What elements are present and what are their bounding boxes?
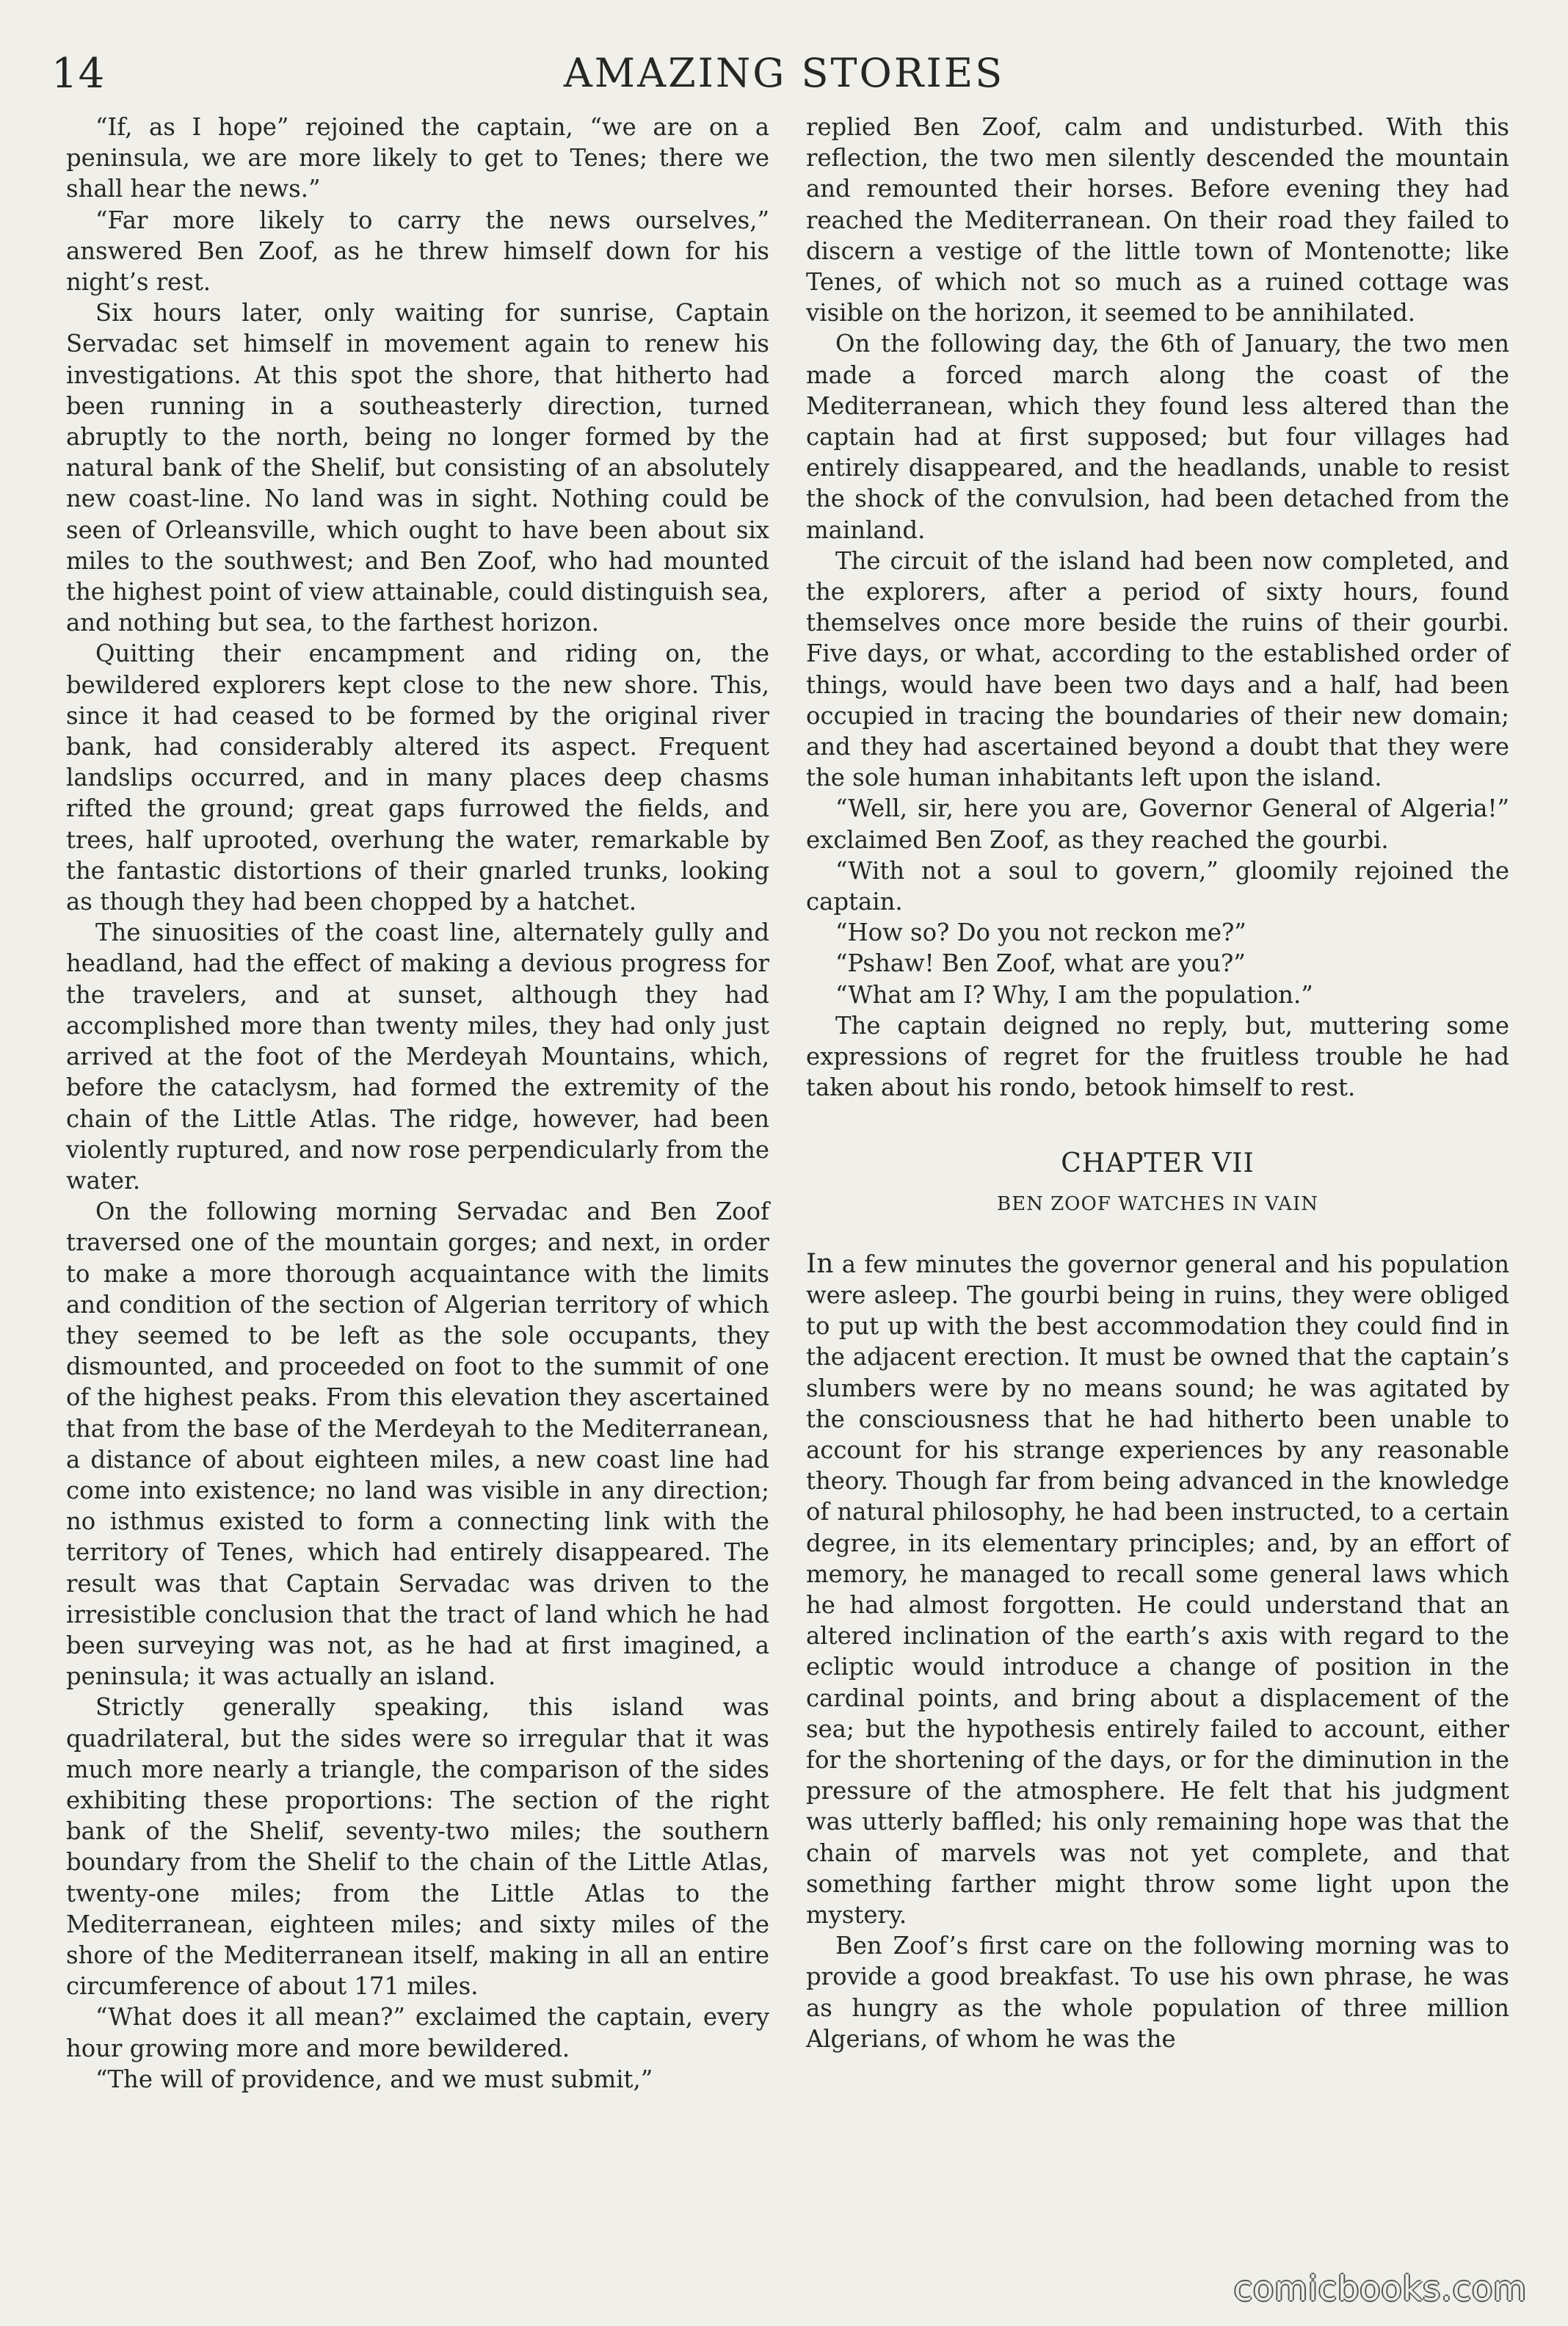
paragraph: “If, as I hope” rejoined the captain, “we are on a peninsula, we are more likely to get to Tenes; there we shall hear the news.”	[66, 113, 769, 203]
paragraph: On the following day, the 6th of January, the two men made a forced march along the coast of the Mediterranean, which they found less altered than the captain had at first supposed; but four villages had entirely disappeared, and the headlands, unable to resist the shock of the convulsion, had been detached from the mainland.	[806, 330, 1509, 544]
watermark: comicbooks.com	[1233, 2269, 1527, 2308]
paragraph: “How so? Do you not reckon me?”	[835, 919, 1246, 947]
magazine-title: AMAZING STORIES	[563, 50, 1005, 96]
paragraph: The circuit of the island had been now completed, and the explorers, after a period of sixty hours, found themselves once more beside the ruins of their gourbi. Five days, or what, according to the established order of things, would have been two days and a half, had been occupied in tracing the boundaries of their new domain; and they had ascertained beyond a doubt that they were the sole human inhabitants left upon the island.	[806, 546, 1509, 792]
drop-cap: In	[806, 1248, 834, 1279]
left-column	[66, 112, 769, 2095]
paragraph: “Far more likely to carry the news ourselves,” answered Ben Zoof, as he threw himself down for his night’s rest.	[66, 206, 769, 297]
paragraph: The captain deigned no reply, but, muttering some expressions of regret for the fruitless trouble he had taken about his rondo, betook himself to rest.	[806, 1011, 1509, 1102]
paragraph: “What does it all mean?” exclaimed the captain, every hour growing more and more bewildered.	[66, 2003, 769, 2062]
page-header	[0, 50, 1568, 109]
paragraph: “The will of providence, and we must submit,”	[95, 2065, 653, 2093]
paragraph: “Well, sir, here you are, Governor General of Algeria!” exclaimed Ben Zoof, as they reached the gourbi.	[806, 794, 1509, 854]
paragraph: Six hours later, only waiting for sunrise, Captain Servadac set himself in movement again to renew his investigations. At this spot the shore, that hitherto had been running in a southeasterly direction, turned abruptly to the north, being no longer formed by the natural bank of the Shelif, but consisting of an absolutely new coast-line. No land was in sight. Nothing could be seen of Orleansville, which ought to have been about six miles to the southwest; and Ben Zoof, who had mounted the highest point of view attainable, could distinguish sea, and nothing but sea, to the farthest horizon.	[66, 299, 769, 637]
paragraph: “What am I? Why, I am the population.”	[835, 980, 1313, 1009]
paragraph: replied Ben Zoof, calm and undisturbed. With this reflection, the two men silently descended the mountain and remounted their horses. Before evening they had reached the Mediterranean. On their road they failed to discern a vestige of the little town of Montenotte; like Tenes, of which not so much as a ruined cottage was visible on the horizon, it seemed to be annihilated.	[806, 113, 1509, 327]
chapter-subtitle: BEN ZOOF WATCHES IN VAIN	[997, 1192, 1318, 1215]
paragraph: Strictly generally speaking, this island was quadrilateral, but the sides were so irregular that it was much more nearly a triangle, the comparison of the sides exhibiting these proportions: The section of the right bank of the Shelif, seventy-two miles; the southern boundary from the Shelif to the chain of the Little Atlas, twenty-one miles; from the Little Atlas to the Mediterranean, eighteen miles; and sixty miles of the shore of the Mediterranean itself, making in all an entire circumference of about 171 miles.	[66, 1693, 769, 2001]
right-column	[806, 112, 1509, 2054]
paragraph: The sinuosities of the coast line, alternately gully and headland, had the effect of making a devious progress for the travelers, and at sunset, although they had accomplished more than twenty miles, they had only just arrived at the foot of the Merdeyah Mountains, which, before the cataclysm, had formed the extremity of the chain of the Little Atlas. The ridge, however, had been violently ruptured, and now rose perpendicularly from the water.	[66, 919, 769, 1195]
paragraph: “Pshaw! Ben Zoof, what are you?”	[835, 949, 1246, 978]
chapter-opening-paragraph	[806, 1249, 1509, 1930]
chapter-heading: CHAPTER VII	[1061, 1148, 1255, 1178]
page-number: 14	[51, 50, 106, 98]
paragraph: On the following morning Servadac and Ben Zoof traversed one of the mountain gorges; and next, in order to make a more thorough acquaintance with the limits and condition of the section of Algerian territory of which they seemed to be left as the sole occupants, they dismounted, and proceeded on foot to the summit of one of the highest peaks. From this elevation they ascertained that from the base of the Merdeyah to the Mediterranean, a distance of about eighteen miles, a new coast line had come into existence; no land was visible in any direction; no isthmus existed to form a connecting link with the territory of Tenes, which had entirely disappeared. The result was that Captain Servadac was driven to the irresistible conclusion that the tract of land which he had been surveying was not, as he had at first imagined, a peninsula; it was actually an island.	[66, 1198, 769, 1691]
paragraph: Quitting their encampment and riding on, the bewildered explorers kept close to the new shore. This, since it had ceased to be formed by the original river bank, had considerably altered its aspect. Frequent landslips occurred, and in many places deep chasms rifted the ground; great gaps furrowed the fields, and trees, half uprooted, overhung the water, remarkable by the fantastic distortions of their gnarled trunks, looking as though they had been chopped by a hatchet.	[66, 640, 769, 916]
paragraph: Ben Zoof’s first care on the following morning was to provide a good breakfast. To use his own phrase, he was as hungry as the whole population of three million Algerians, of whom he was the	[806, 1932, 1509, 2053]
opening-text: a few minutes the governor general and his population were asleep. The gourbi being in ruins, they were obliged to put up with the best accommodation they could find in the adjacent erection. It must be owned that the captain’s slumbers were by no means sound; he was agitated by the consciousness that he had hitherto been unable to account for his strange experiences by any reasonable theory. Though far from being advanced in the knowledge of natural philosophy, he had been instructed, to a certain degree, in its elementary principles; and, by an effort of memory, he managed to recall some general laws which he had almost forgotten. He could understand that an altered inclination of the earth’s axis with regard to the ecliptic would introduce a change of position in the cardinal points, and bring about a displacement of the sea; but the hypothesis entirely failed to account, either for the shortening of the days, or for the diminution in the pressure of the atmosphere. He felt that his judgment was utterly baffled; his only remaining hope was that the chain of marvels was not yet complete, and that something farther might throw some light upon the mystery.	[806, 1250, 1509, 1929]
paragraph: “With not a soul to govern,” gloomily rejoined the captain.	[806, 856, 1509, 916]
